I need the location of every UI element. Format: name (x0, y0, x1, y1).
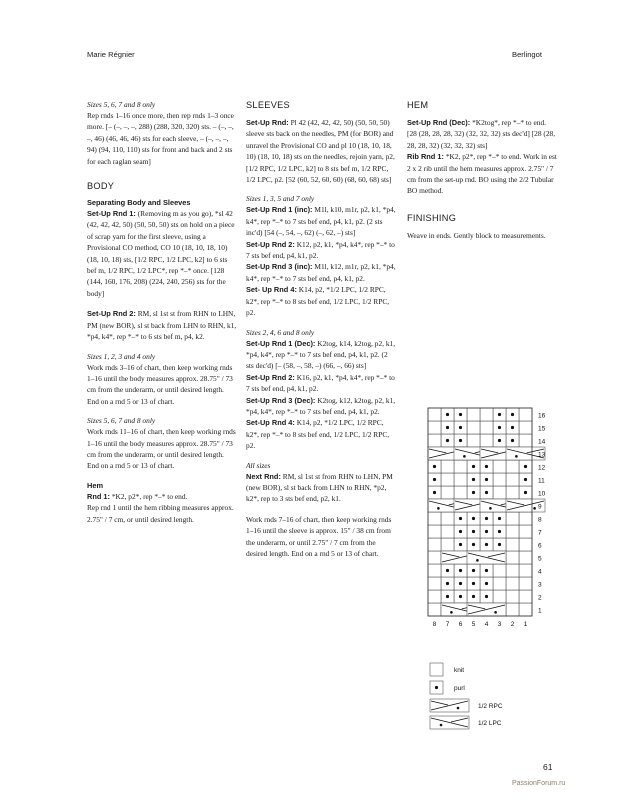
purl-dot (498, 413, 501, 416)
sleeves-heading: SLEEVES (246, 100, 290, 110)
legend-lpc-label: 1/2 LPC (478, 720, 502, 727)
chart-cell (428, 577, 441, 590)
cable-chart (420, 400, 570, 640)
chart-cell (441, 525, 454, 538)
row-number: 6 (538, 542, 542, 550)
chart-cell (493, 577, 506, 590)
chart-cell (506, 551, 519, 564)
chart-legend (426, 660, 546, 732)
sleeve-next-rnd: Next Rnd: RM, sl 1st st from RHN to LHN, PM (new BOR), sl st back from LHN to RHN, *p2, k2*, rep to 3 sts bef end, p2, k1. (246, 471, 393, 504)
chart-cell (454, 460, 467, 473)
purl-dot (511, 439, 514, 442)
purl-dot (498, 517, 501, 520)
chart-cell (519, 551, 532, 564)
chart-cell (519, 525, 532, 538)
body-heading: BODY (87, 181, 115, 192)
row-number: 2 (538, 594, 542, 602)
chart-cell (506, 603, 519, 616)
cable-dot (494, 611, 497, 614)
sleeve-final: Work rnds 7–16 of chart, then keep working rnds 1–16 until the sleeve is approx. 15" / 38 cm from the underarm, or until 2.75" / 7 cm from the desired length. End on a rnd 5 or 13 of chart. (246, 514, 392, 558)
cable-dot (489, 507, 492, 510)
legend-rpc-label: 1/2 RPC (478, 703, 503, 710)
chart-cell (493, 486, 506, 499)
chart-cell (493, 460, 506, 473)
purl-dot (459, 517, 462, 520)
purl-dot (446, 413, 449, 416)
chart-cell (506, 577, 519, 590)
hem-setup: Set-Up Rnd (Dec): *K2tog*, rep *–* to end. [28 (28, 28, 28, 32) (32, 32, 32) sts dec'd] [28 (28, 28, 28, 32) (32, 32, 32) sts] (407, 118, 556, 150)
chart-cell (441, 486, 454, 499)
cable-dot (463, 455, 466, 458)
legend-knit-swatch (430, 663, 443, 676)
col-number: 1 (523, 621, 528, 628)
column-1 (87, 100, 237, 534)
col-number: 6 (458, 621, 463, 628)
chart-cell (454, 486, 467, 499)
chart-cell (519, 408, 532, 421)
row-number: 12 (538, 464, 546, 472)
row-number: 8 (538, 516, 542, 524)
sizes-2468-heading: Sizes 2, 4, 6 and 8 only (246, 327, 315, 337)
chart-cell (467, 408, 480, 421)
chart-cell (428, 525, 441, 538)
chart-cell (428, 590, 441, 603)
col-number: 8 (432, 621, 437, 628)
sizes-5-8-text: Rep rnds 1–16 once more, then rep rnds 1–3 once more. [– (–, –, –, 288) (288, 320, 320) sts. – (–, –, –, 46) (46, 46, 46) sts for each sleeve, – (–, –, –, 94) (94, 110, 110) sts for front and back and 2 sts for each raglan seam] (87, 111, 234, 166)
chart-cell (428, 551, 441, 564)
row-number: 14 (538, 438, 546, 446)
sleeve-a4: Set- Up Rnd 4: K14, p2, *1/2 LPC, 1/2 RPC, k2*, rep *–* to 8 sts bef end, 1/2 LPC, 1/2 RPC, p2. (246, 285, 390, 318)
purl-dot (459, 426, 462, 429)
column-3 (407, 100, 557, 250)
purl-dot (485, 582, 488, 585)
chart-cell (428, 538, 441, 551)
purl-dot (498, 530, 501, 533)
col-number: 7 (445, 621, 450, 628)
chart-cell (506, 590, 519, 603)
purl-dot (459, 530, 462, 533)
chart-cell (506, 473, 519, 486)
sizes-1-4-text: Work rnds 3–16 of chart, then keep working rnds 1–16 until the body measures approx. 28.75" / 73 cm from the underarm, or until desired length. End on a rnd 5 or 13 of chart. (87, 362, 233, 406)
chart-cell (480, 408, 493, 421)
cable-dot (476, 559, 479, 562)
legend-purl-dot (435, 686, 438, 689)
col-number: 2 (510, 621, 515, 628)
col-number: 5 (471, 621, 476, 628)
row-number: 7 (538, 529, 542, 537)
purl-dot (498, 426, 501, 429)
purl-dot (485, 543, 488, 546)
purl-dot (459, 439, 462, 442)
pattern-title: Berlingot (512, 50, 542, 59)
legend-rpc-dot (457, 707, 460, 710)
purl-dot (472, 491, 475, 494)
chart-cell (519, 577, 532, 590)
purl-dot (485, 595, 488, 598)
chart-cell (506, 460, 519, 473)
purl-dot (446, 439, 449, 442)
purl-dot (459, 582, 462, 585)
chart-cell (480, 421, 493, 434)
purl-dot (485, 478, 488, 481)
rib-rnd: Rib Rnd 1: *K2, p2*, rep *–* to end. Work in est 2 x 2 rib until the hem measures approx. 2.75" / 7 cm from the set-up rnd. BO using the 2/2 Tubular BO method. (407, 152, 557, 196)
row-number: 3 (538, 581, 542, 589)
legend-lpc-dot (440, 724, 443, 727)
purl-dot (446, 569, 449, 572)
purl-dot (472, 530, 475, 533)
purl-dot (472, 543, 475, 546)
all-sizes-heading: All sizes (246, 460, 271, 470)
setup-rnd-2: Set-Up Rnd 2: RM, sl 1st st from RHN to LHN, PM (new BOR), sl st back from LHN to RHN, k1, *p4, k4*, rep *–* to 6 sts bef m, p4, k2. (87, 309, 237, 342)
hem-rnd-1: Rnd 1: *K2, p2*, rep *–* to end. (87, 491, 188, 501)
sleeve-b1: Set-Up Rnd 1 (Dec): K2tog, k14, k2tog, p2, k1, *p4, k4*, rep *–* to 7 sts bef end, p4, k1, p2. (2 sts dec'd) [– (58, –, 58, –) (66, –, 66) sts] (246, 338, 396, 371)
hem-text: Rep rnd 1 until the hem ribbing measures approx. 2.75" / 7 cm, or until desired length. (87, 503, 234, 524)
purl-dot (446, 582, 449, 585)
hem-subheading: Hem (87, 480, 104, 490)
purl-dot (472, 517, 475, 520)
sleeve-b2: Set-Up Rnd 2: K16, p2, k1, *p4, k4*, rep *–* to 7 sts bef end, p4, k1, p2. (246, 372, 395, 394)
chart-cell (441, 473, 454, 486)
purl-dot (524, 478, 527, 481)
chart-cell (493, 590, 506, 603)
watermark: PassionForum.ru (512, 780, 566, 787)
purl-dot (511, 413, 514, 416)
row-number: 10 (538, 490, 546, 498)
row-number: 16 (538, 412, 546, 420)
chart-cell (519, 421, 532, 434)
purl-dot (459, 595, 462, 598)
cable-dot (515, 455, 518, 458)
sizes-5-8-heading-2: Sizes 5, 6, 7 and 8 only (87, 416, 156, 426)
chart-cell (506, 512, 519, 525)
cable-dot (450, 611, 453, 614)
purl-dot (446, 426, 449, 429)
purl-dot (511, 426, 514, 429)
chart-cell (467, 434, 480, 447)
chart-cell (519, 590, 532, 603)
chart-cell (428, 603, 441, 616)
purl-dot (485, 517, 488, 520)
sizes-5-8-heading: Sizes 5, 6, 7 and 8 only (87, 100, 156, 109)
finishing-text: Weave in ends. Gently block to measurements. (407, 230, 546, 240)
sizes-1-4-heading: Sizes 1, 2, 3 and 4 only (87, 351, 156, 361)
purl-dot (459, 543, 462, 546)
hem-heading: HEM (407, 100, 429, 110)
sleeve-b4: Set-Up Rnd 4: K14, p2, *1/2 LPC, 1/2 RPC, k2*, rep *–* to 8 sts bef end, 1/2 LPC, 1/2 RPC, p2. (246, 418, 390, 451)
sleeve-b3: Set-Up Rnd 3 (Dec): K2tog, k12, k2tog, p2, k1, *p4, k4*, rep *–* to 7 sts bef end, p4, k1, p2. (246, 395, 396, 416)
sleeve-a1: Set-Up Rnd 1 (inc): M1l, k10, m1r, p2, k1, *p4, k4*, rep *–* to 7 sts bef end, p4, k1, p2. (2 sts inc'd) [54 (–, 54, –, 62) (–, 62, –) sts] (246, 205, 396, 238)
page-number: 61 (543, 762, 553, 772)
purl-dot (498, 439, 501, 442)
row-number: 9 (538, 503, 542, 511)
separating-text: Set-Up Rnd 1: (Removing m as you go), *sl 42 (42, 42, 42, 50) (50, 50, 50) sts on hold on a piece of scrap yarn for the first sleeve, using a Provisional CO method, CO 10 (18, 10, 18, 10) (18, 10, 18) sts, [1/2 RPC, 1/2 LPC, k2] to 6 sts bef m, 1/2 RPC, 1/2 LPC*, rep *–* once. [128 (144, 160, 176, 208) (224, 240, 256) sts for the body] (87, 209, 235, 298)
chart-cell (441, 460, 454, 473)
chart-cell (506, 525, 519, 538)
legend-purl-label: purl (454, 685, 465, 692)
purl-dot (485, 569, 488, 572)
sizes-5-8-text-2: Work rnds 11–16 of chart, then keep working rnds 1–16 until the body measures approx. 28.75" / 73 cm from the underarm, or until desired length. End on a rnd 5 or 13 of chart. (87, 427, 236, 471)
chart-cell (428, 434, 441, 447)
chart-cell (428, 512, 441, 525)
purl-dot (446, 595, 449, 598)
chart-cell (519, 603, 532, 616)
cable-dot (437, 507, 440, 510)
purl-dot (472, 569, 475, 572)
chart-cell (493, 473, 506, 486)
finishing-heading: FINISHING (407, 212, 457, 223)
row-number: 15 (538, 425, 546, 433)
purl-dot (498, 543, 501, 546)
cable-dot (533, 507, 536, 510)
purl-dot (433, 478, 436, 481)
row-number: 5 (538, 555, 542, 563)
purl-dot (459, 569, 462, 572)
sleeve-setup: Set-Up Rnd: Pl 42 (42, 42, 42, 50) (50, 50, 50) sleeve sts back on the needles, PM (for BOR) and unravel the Provisional CO and pl 10 (18, 10, 18, 10) (18, 10, 18) sts on the needles, rejoin yarn, p2, [1/2 RPC, 1/2 LPC, k2] to 8 sts bef m, 1/2 RPC, 1/2 LPC, p2. [52 (60, 52, 60, 60) (68, 60, 68) sts] (246, 118, 395, 185)
sizes-1357-heading: Sizes 1, 3, 5 and 7 only (246, 194, 315, 204)
purl-dot (485, 491, 488, 494)
chart-cell (467, 421, 480, 434)
purl-dot (524, 491, 527, 494)
purl-dot (472, 595, 475, 598)
chart-cell (519, 434, 532, 447)
purl-dot (472, 465, 475, 468)
author-name: Marie Régnier (87, 50, 135, 59)
purl-dot (472, 582, 475, 585)
purl-dot (472, 478, 475, 481)
row-number: 1 (538, 607, 542, 615)
purl-dot (433, 465, 436, 468)
column-2 (246, 100, 396, 568)
chart-cell (506, 564, 519, 577)
chart-cell (519, 538, 532, 551)
sleeve-a3: Set-Up Rnd 3 (inc): M1l, k12, m1r, p2, k1, *p4, k4*, rep *–* to 7 sts bef end, p4, k1, p2. (246, 262, 396, 283)
chart-cell (441, 512, 454, 525)
chart-cell (428, 421, 441, 434)
row-number: 11 (538, 477, 545, 485)
chart-cell (506, 486, 519, 499)
chart-cell (428, 408, 441, 421)
purl-dot (459, 413, 462, 416)
chart-cell (519, 564, 532, 577)
legend-knit-label: knit (454, 667, 465, 674)
chart-cell (428, 564, 441, 577)
row-number: 13 (538, 451, 546, 459)
sleeve-a2: Set-Up Rnd 2: K12, p2, k1, *p4, k4*, rep *–* to 7 sts bef end, p4, k1, p2. (246, 239, 395, 261)
row-number: 4 (538, 568, 542, 576)
chart-cell (493, 564, 506, 577)
col-number: 3 (497, 621, 502, 628)
purl-dot (485, 465, 488, 468)
purl-dot (433, 491, 436, 494)
purl-dot (524, 465, 527, 468)
chart-cell (506, 538, 519, 551)
separating-heading: Separating Body and Sleeves (87, 198, 191, 208)
chart-cell (441, 538, 454, 551)
chart-cell (519, 512, 532, 525)
chart-cell (454, 473, 467, 486)
col-number: 4 (484, 621, 489, 628)
chart-cell (480, 434, 493, 447)
purl-dot (485, 530, 488, 533)
